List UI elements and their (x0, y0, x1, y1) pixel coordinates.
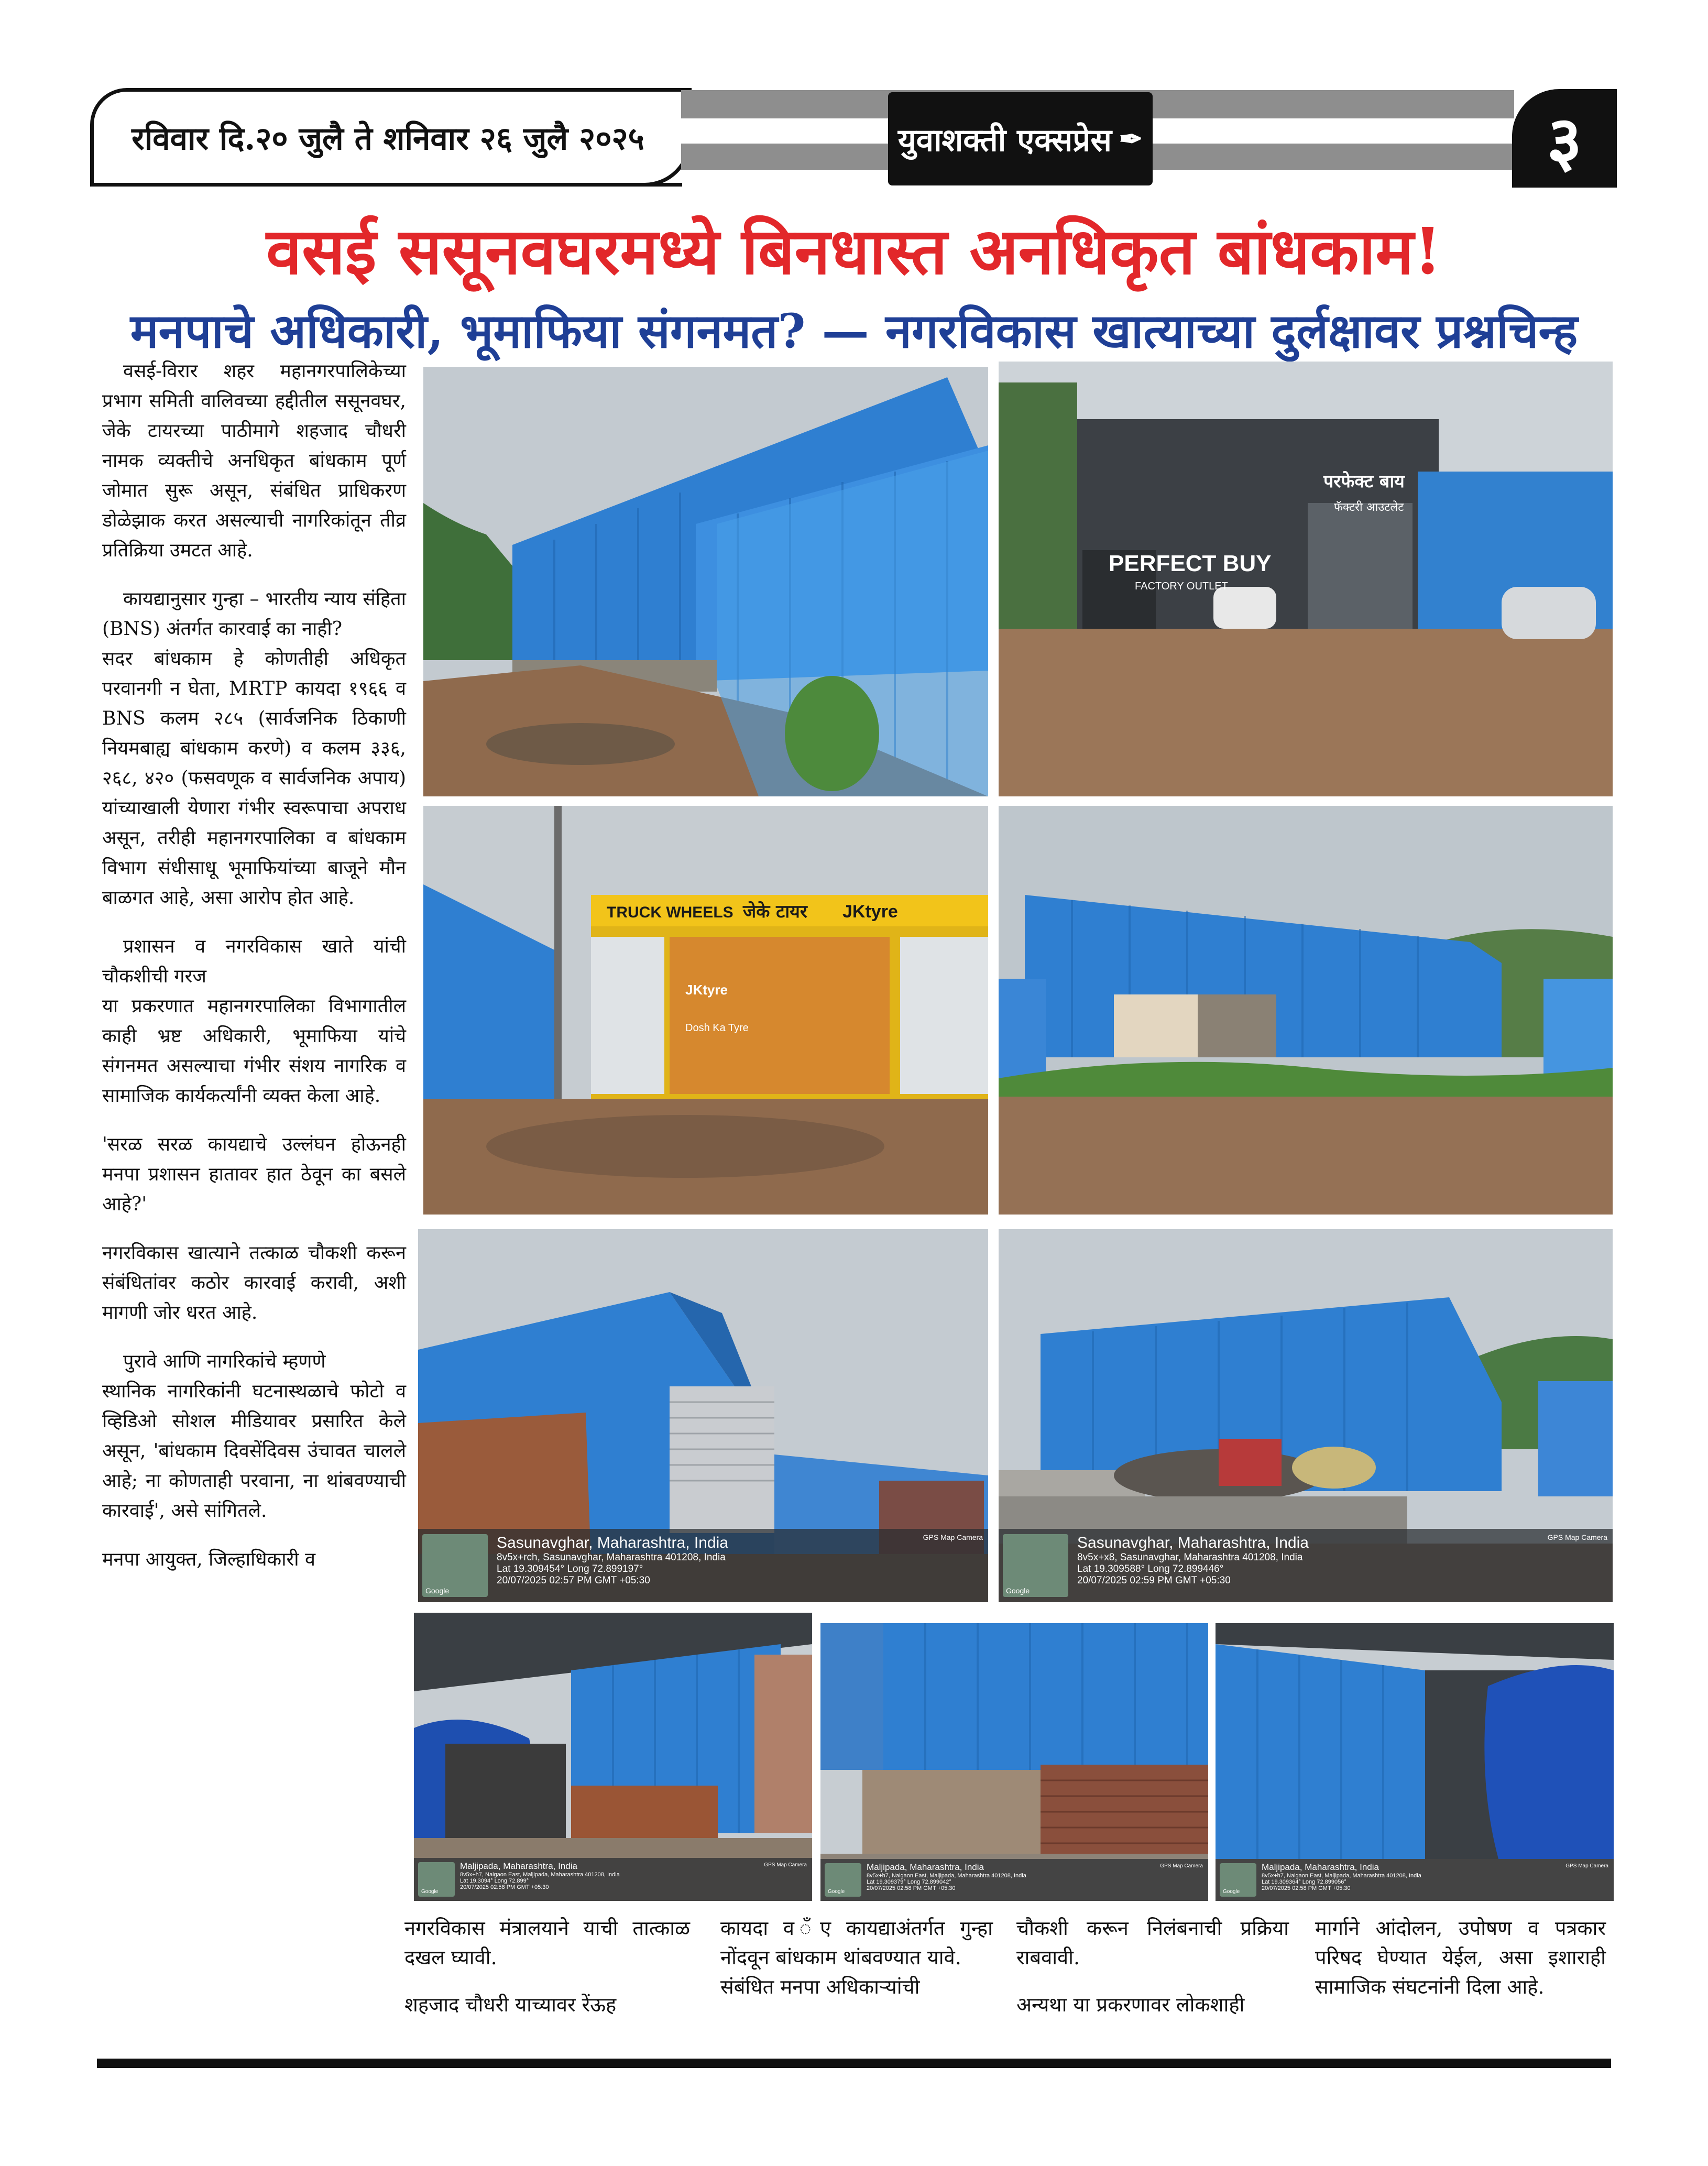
article-paragraph: कायदा व ँए कायद्याअंतर्गत गुन्हा नोंदवून बांधकाम थांबवण्यात यावे. (720, 1917, 993, 1969)
map-thumbnail: Google (1220, 1863, 1256, 1897)
shop-sign-hindi: परफेक्ट बाय (1323, 471, 1405, 492)
gps-place: Sasunavghar, Maharashtra, India (497, 1534, 728, 1551)
article-column-3 (720, 1913, 993, 2019)
article-column-4 (1016, 1913, 1289, 2037)
article-paragraph: स्थानिक नागरिकांनी घटनास्थळाचे फोटो व व्हिडिओ सोशल मीडियावर प्रसारित केले असून, 'बांधकाम दिवसेंदिवस उंचावत चालले आहे; ना कोणताही परवाना, ना थांबवण्याची कारवाई', असे सांगितले. (102, 1381, 406, 1522)
map-thumbnail: Google (418, 1862, 455, 1897)
article-paragraph: नगरविकास खात्याने तत्काळ चौकशी करून संबंधितांवर कठोर कारवाई करावी, अशी मागणी जोर धरत आहे. (102, 1242, 406, 1323)
shop-sign-english-sub: FACTORY OUTLET (1135, 581, 1228, 592)
gps-address: 8v5x+x8, Sasunavghar, Maharashtra 401208, India (1077, 1552, 1303, 1563)
masthead-logo (888, 92, 1153, 185)
gps-datetime: 20/07/2025 02:58 PM GMT +05:30 (1262, 1885, 1351, 1891)
subheadline: मनपाचे अधिकारी, भूमाफिया संगनमत? — नगरविकास खात्याच्या दुर्लक्षावर प्रश्नचिन्ह (130, 303, 1578, 359)
photo-shed-scrap (999, 1229, 1613, 1602)
bottom-rule (97, 2059, 1611, 2068)
gps-datetime: 20/07/2025 02:59 PM GMT +05:30 (1077, 1575, 1231, 1586)
gps-camera-badge: GPS Map Camera (764, 1862, 807, 1868)
gps-place: Maljipada, Maharashtra, India (460, 1861, 577, 1871)
article-paragraph: अन्यथा या प्रकरणावर लोकशाही (1016, 1993, 1245, 2016)
truck-wheels-sign: TRUCK WHEELS (607, 904, 733, 921)
article-paragraph: सदर बांधकाम हे कोणतीही अधिकृत परवानगी न घेता, MRTP कायदा १९६६ व BNS कलम २८५ (सार्वजनिक ठिकाणी नियमबाह्य बांधकाम करणे) व कलम ३३६, २६८, ४२० (फसवणूक व सार्वजनिक अपाय) यांच्याखाली येणारा गंभीर स्वरूपाचा अपराध असून, तरीही महानगरपालिका व बांधकाम विभाग संधीसाधू भूमाफियांच्या बाजूने मौन बाळगत आहे, असा आरोप होत आहे. (102, 648, 406, 909)
article-paragraph: चौकशी करून निलंबनाची प्रक्रिया राबवावी. (1016, 1917, 1289, 1969)
gps-address: 8v5x+rch, Sasunavghar, Maharashtra 401208, India (497, 1552, 726, 1563)
gps-camera-badge: GPS Map Camera (1547, 1533, 1607, 1541)
photo-shed-brick-base (820, 1623, 1208, 1901)
photo-blue-shed-field (999, 806, 1613, 1215)
gps-latlong: Lat 19.309364° Long 72.899056° (1262, 1879, 1346, 1885)
page-number: ३ (1512, 89, 1617, 188)
article-paragraph: शहजाद चौधरी याच्यावर रेंऊह (404, 1993, 617, 2016)
photo-blue-shed-lane (423, 367, 988, 796)
gps-datetime: 20/07/2025 02:57 PM GMT +05:30 (497, 1575, 650, 1586)
gps-place: Maljipada, Maharashtra, India (867, 1862, 984, 1872)
map-thumbnail: Google (1003, 1534, 1068, 1597)
photo-jk-tyre-gate (423, 806, 988, 1215)
article-paragraph: नगरविकास मंत्रालयाने याची तात्काळ दखल घ्यावी. (404, 1917, 690, 1969)
shop-sign-hindi-sub: फॅक्टरी आउटलेट (1334, 501, 1404, 514)
gps-address: 8v5x+h7, Naigaon East, Maljipada, Maharashtra 401208, India (460, 1872, 620, 1878)
gate-logo: JKtyre (685, 982, 728, 998)
issue-date: रविवार दि.२० जुलै ते शनिवार २६ जुलै २०२५ (90, 88, 682, 187)
gps-place: Sasunavghar, Maharashtra, India (1077, 1534, 1309, 1551)
jk-logo: JKtyre (842, 902, 898, 922)
article-left-column (102, 356, 406, 1991)
gps-overlay (820, 1859, 1208, 1901)
article-column-5 (1315, 1913, 1606, 2019)
pen-icon: ✒ (1119, 122, 1143, 156)
map-thumbnail: Google (825, 1863, 861, 1897)
gate-tagline: Dosh Ka Tyre (685, 1022, 749, 1034)
shop-sign-english: PERFECT BUY (1109, 551, 1272, 576)
article-quote: 'सरळ सरळ कायद्याचे उल्लंघन होऊनही मनपा प्रशासन हातावर हात ठेवून का बसले आहे?' (102, 1134, 406, 1215)
masthead-title: युवाशक्ती एक्सप्रेस (897, 122, 1112, 159)
article-paragraph: वसई-विरार शहर महानगरपालिकेच्या प्रभाग समिती वालिवच्या हद्दीतील ससूनवघर, जेके टायरच्या पाठीमागे शहजाद चौधरी नामक व्यक्तीचे अनधिकृत बांधकाम पूर्ण जोमात सुरू असून, संबंधित प्राधिकरण डोळेझाक करत असल्याची नागरिकांतून तीव्र प्रतिक्रिया उमटत आहे. (102, 360, 406, 561)
article-subheading: कायद्यानुसार गुन्हा – भारतीय न्याय संहिता (BNS) अंतर्गत कारवाई का नाही? (102, 588, 406, 640)
article-paragraph: संबंधित मनपा अधिकाऱ्यांची (720, 1975, 920, 1998)
gps-camera-badge: GPS Map Camera (1565, 1863, 1608, 1869)
article-column-2 (404, 1913, 690, 2037)
gps-latlong: Lat 19.3094° Long 72.899° (460, 1878, 529, 1884)
photo-perfect-buy-outlet (999, 362, 1613, 796)
gps-datetime: 20/07/2025 02:58 PM GMT +05:30 (867, 1885, 956, 1891)
article-paragraph: मनपा आयुक्त, जिल्हाधिकारी व (102, 1549, 316, 1570)
photo-shed-blue-tarp (1216, 1623, 1614, 1901)
jk-hindi-sign: जेके टायर (743, 901, 807, 922)
article-paragraph: मार्गाने आंदोलन, उपोषण व पत्रकार परिषद घेण्यात येईल, असा इशाराही सामाजिक संघटनांनी दिला आहे. (1315, 1917, 1606, 1998)
gps-camera-badge: GPS Map Camera (923, 1533, 983, 1541)
article-subheading: प्रशासन व नगरविकास खाते यांची चौकशीची गरज (102, 936, 406, 987)
gps-overlay (414, 1858, 812, 1901)
gps-latlong: Lat 19.309588° Long 72.899446° (1077, 1563, 1224, 1574)
gps-datetime: 20/07/2025 02:58 PM GMT +05:30 (460, 1884, 549, 1890)
gps-place: Maljipada, Maharashtra, India (1262, 1862, 1379, 1872)
gps-overlay (1216, 1859, 1614, 1901)
gps-camera-badge: GPS Map Camera (1160, 1863, 1203, 1869)
gps-latlong: Lat 19.309379° Long 72.899042° (867, 1879, 951, 1885)
gps-overlay (999, 1529, 1613, 1602)
gps-latlong: Lat 19.309454° Long 72.899197° (497, 1563, 643, 1574)
gps-address: 8v5x+h7, Naigaon East, Maljipada, Maharashtra 401208, India (867, 1873, 1026, 1879)
photo-shed-shutter (418, 1229, 988, 1602)
gps-overlay (418, 1529, 988, 1602)
article-subheading: पुरावे आणि नागरिकांचे म्हणणे (123, 1351, 326, 1372)
article-paragraph: या प्रकरणात महानगरपालिका विभागातील काही भ्रष्ट अधिकारी, भूमाफिया यांचे संगनमत असल्याचा गंभीर संशय नागरिक व सामाजिक कार्यकर्त्यांनी व्यक्त केला आहे. (102, 996, 406, 1107)
headline: वसई ससूनवघरमध्ये बिनधास्त अनधिकृत बांधकाम! (266, 213, 1442, 289)
gps-address: 8v5x+h7, Naigaon East, Maljipada, Maharashtra 401208, India (1262, 1873, 1421, 1879)
photo-shed-tarp-truck (414, 1613, 812, 1901)
map-thumbnail: Google (422, 1534, 488, 1597)
